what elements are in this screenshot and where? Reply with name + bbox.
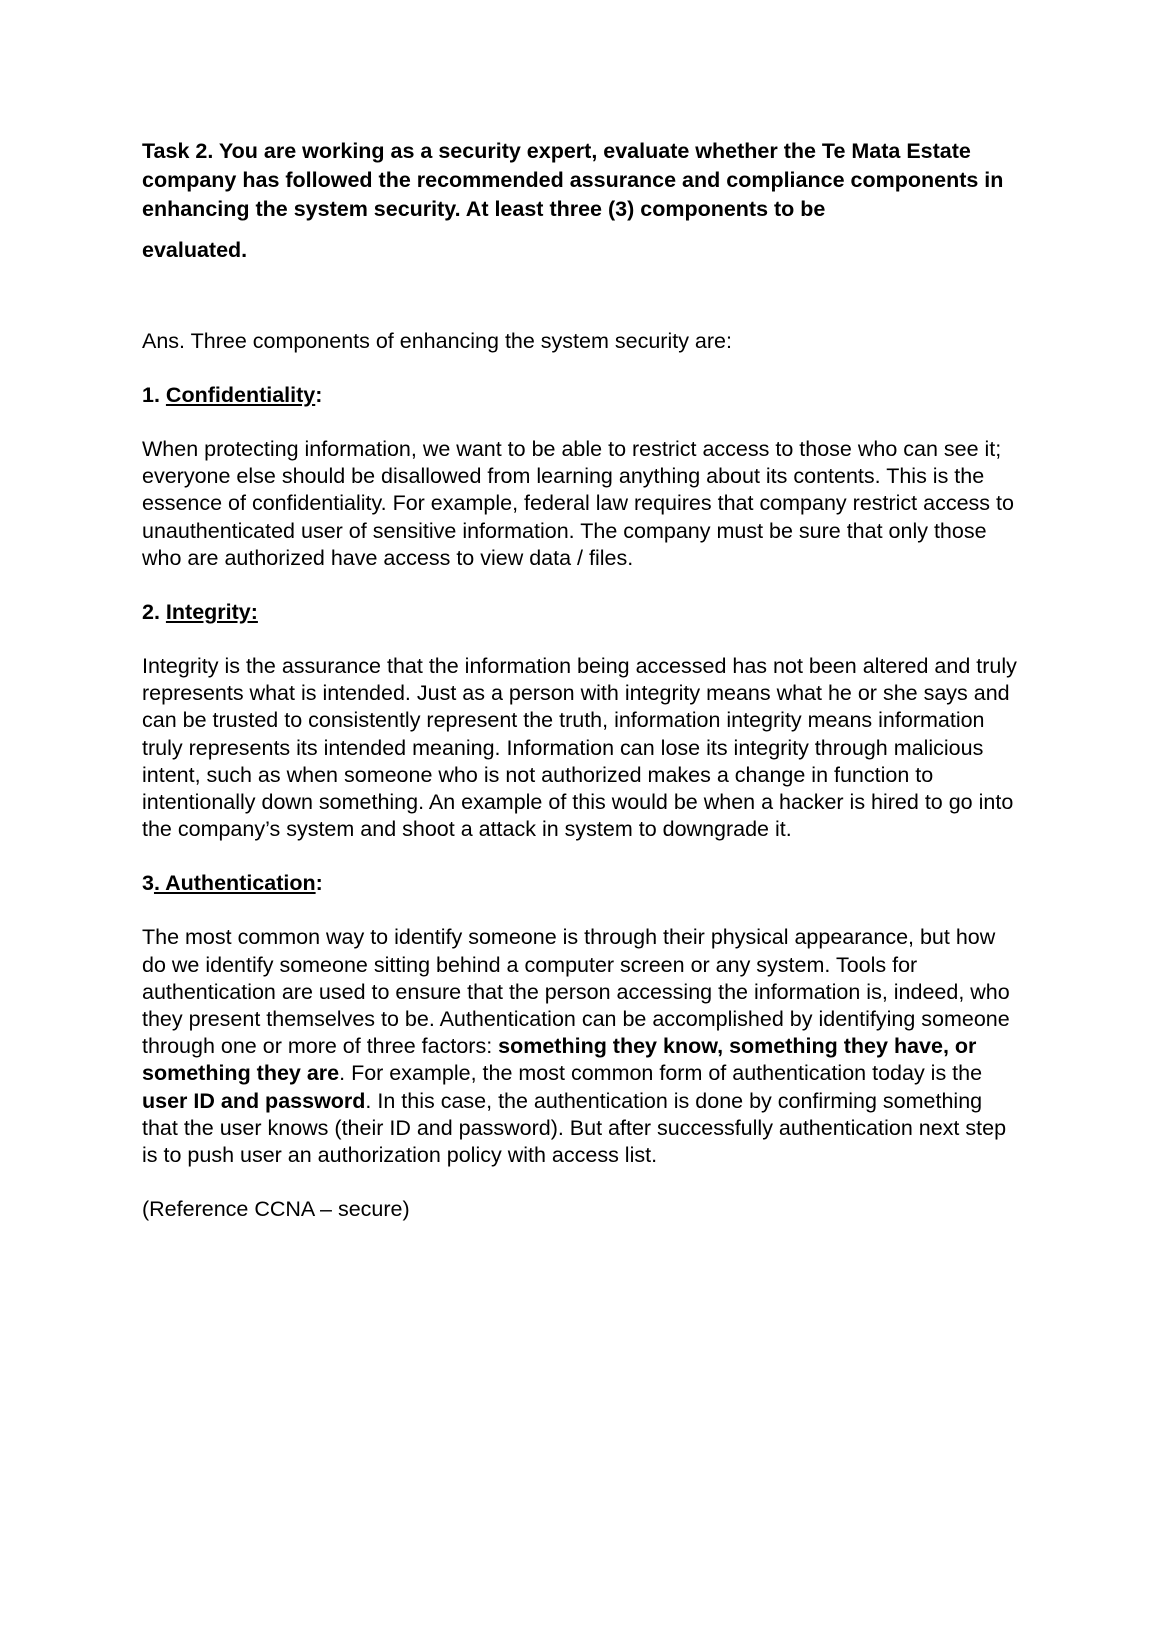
section-title-text: . Authentication (153, 871, 316, 896)
task-heading: Task 2. You are working as a security expert, evaluate whether the Te Mata Estate company has followed the recommended assurance and compliance components in enhancing the system security. At least three (3) components to be (142, 139, 1004, 221)
section-number: 2. (142, 600, 160, 625)
section-number: 1. (142, 383, 160, 407)
reference-note: (Reference CCNA – secure) (142, 1197, 410, 1222)
body-text: . For example, the most common form of authentication today is the (339, 1061, 983, 1086)
section-body-authentication (142, 924, 1022, 1169)
section-title-text: Confidentiality (165, 383, 316, 407)
section-title-suffix: : (315, 871, 323, 896)
section-title-integrity (142, 599, 1022, 626)
body-text: The most common way to identify someone is through their physical appearance, but how do we identify someone sitting behind a computer screen or any system. Tools for authentication are used to ensure that the person accessing the information is, indeed, who they present themselves to be. Authentication can be accomplished by identifying someone through one or more of three factors: (142, 925, 1010, 1059)
body-text: . In this case, the authentication is done by confirming something that the user knows (their ID and password). But after successfully authentication next step is to push user an authorization policy with access list. (142, 1088, 1007, 1168)
document-page (142, 137, 1022, 1223)
task-heading-continuation: evaluated. (142, 238, 248, 262)
body-bold-text: user ID and password (142, 1088, 366, 1113)
section-title-suffix: : (315, 383, 323, 407)
section-body-integrity: Integrity is the assurance that the information being accessed has not been altered and truly represents what is intended. Just as a person with integrity means what he or she says and can be trusted to consistently represent the truth, information integrity means information truly represents its intended meaning. Information can lose its integrity through malicious intent, such as when someone who is not authorized makes a change in function to intentionally down something. An example of this would be when a hacker is hired to go into the company’s system and shoot a attack in system to downgrade it. (142, 654, 1017, 842)
section-title-confidentiality (142, 382, 1022, 409)
section-number: 3 (142, 871, 154, 896)
section-body-confidentiality: When protecting information, we want to be able to restrict access to those who can see it; everyone else should be disallowed from learning anything about its contents. This is the essence of confidentiality. For example, federal law requires that company restrict access to unauthenticated user of sensitive information. The company must be sure that only those who are authorized have access to view data / files. (142, 437, 1014, 570)
body-bold-text: something they know, something they have, or something they are (142, 1034, 977, 1086)
section-title-text: Integrity: (165, 600, 258, 625)
answer-intro: Ans. Three components of enhancing the system security are: (142, 329, 732, 353)
section-title-authentication (142, 870, 1022, 897)
